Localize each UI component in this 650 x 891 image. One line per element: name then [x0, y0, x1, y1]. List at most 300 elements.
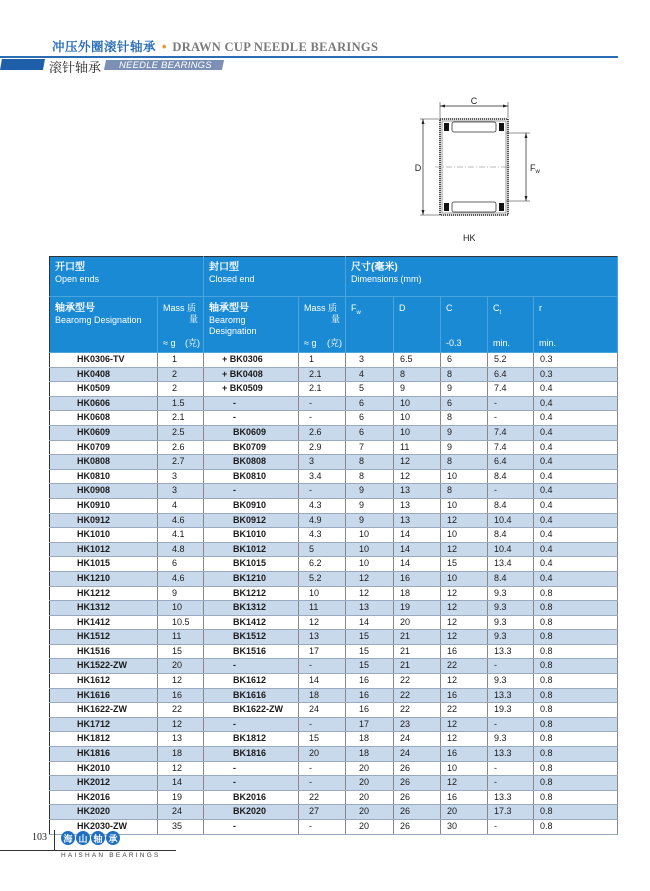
table-row: [50, 747, 618, 762]
c-cell: 16: [441, 747, 488, 762]
open-mass-cell: 15: [158, 644, 204, 659]
d-cell: 9: [394, 382, 441, 397]
fw-cell: 17: [346, 717, 394, 732]
closed-designation-cell: BK1210: [204, 571, 299, 586]
open-mass-cell: 2.5: [158, 425, 204, 440]
c-cell: 9: [441, 425, 488, 440]
ct-cell: -: [488, 484, 534, 499]
arrow-c-right: [503, 105, 508, 108]
ct-cell: 6.4: [488, 367, 534, 382]
fw-cell: 12: [346, 586, 394, 601]
closed-designation-cell: -: [204, 659, 299, 674]
table-row: [50, 790, 618, 805]
table-row: [50, 469, 618, 484]
ct-cell: 9.3: [488, 674, 534, 689]
page-title: [52, 37, 378, 55]
d-cell: 22: [394, 688, 441, 703]
open-designation-cell: HK0808: [50, 455, 158, 470]
group-open-ends: 开口型 Open ends: [50, 257, 204, 297]
r-cell: 0.4: [534, 498, 618, 513]
open-designation-cell: HK1412: [50, 615, 158, 630]
r-cell: 0.8: [534, 601, 618, 616]
open-designation-cell: HK0609: [50, 425, 158, 440]
fw-cell: 20: [346, 820, 394, 835]
fw-cell: 16: [346, 674, 394, 689]
open-designation-cell: HK0709: [50, 440, 158, 455]
closed-mass-cell: -: [299, 396, 346, 411]
closed-designation-cell: BK2020: [204, 805, 299, 820]
logo-char: 山: [76, 831, 90, 845]
col-r: r min.: [534, 297, 618, 353]
d-cell: 14: [394, 557, 441, 572]
fw-cell: 8: [346, 469, 394, 484]
r-cell: 0.4: [534, 455, 618, 470]
table-row: [50, 484, 618, 499]
d-cell: 24: [394, 747, 441, 762]
r-cell: 0.4: [534, 542, 618, 557]
closed-mass-cell: -: [299, 411, 346, 426]
title-en: DRAWN CUP NEEDLE BEARINGS: [172, 40, 379, 54]
closed-designation-cell: BK1812: [204, 732, 299, 747]
open-mass-cell: 3: [158, 484, 204, 499]
ct-cell: 13.3: [488, 747, 534, 762]
ct-cell: 9.3: [488, 586, 534, 601]
col-fw: $F_w$: [346, 297, 394, 353]
open-mass-cell: 4.6: [158, 571, 204, 586]
closed-mass-cell: -: [299, 761, 346, 776]
ct-cell: -: [488, 396, 534, 411]
section-title-cn: 滚针轴承: [49, 60, 102, 75]
d-cell: 26: [394, 820, 441, 835]
d-cell: 12: [394, 469, 441, 484]
ct-cell: 10.4: [488, 513, 534, 528]
open-mass-cell: 9: [158, 586, 204, 601]
r-cell: 0.8: [534, 688, 618, 703]
closed-mass-cell: 5.2: [299, 571, 346, 586]
fw-cell: 9: [346, 498, 394, 513]
open-designation-cell: HK0306-TV: [50, 353, 158, 368]
r-cell: 0.8: [534, 586, 618, 601]
closed-designation-cell: -: [204, 484, 299, 499]
open-mass-cell: 4: [158, 498, 204, 513]
fw-cell: 18: [346, 747, 394, 762]
brand-logo: [61, 831, 120, 845]
c-cell: 22: [441, 703, 488, 718]
ct-cell: 10.4: [488, 542, 534, 557]
title-cn: 冲压外圈滚针轴承: [52, 40, 157, 54]
open-designation-cell: HK1212: [50, 586, 158, 601]
ct-cell: 13.3: [488, 644, 534, 659]
closed-mass-cell: 5: [299, 542, 346, 557]
arrow-c-left: [440, 105, 445, 108]
closed-designation-cell: BK1512: [204, 630, 299, 645]
c-cell: 10: [441, 761, 488, 776]
r-cell: 0.8: [534, 761, 618, 776]
closed-mass-cell: 27: [299, 805, 346, 820]
open-mass-cell: 12: [158, 674, 204, 689]
r-cell: 0.8: [534, 805, 618, 820]
closed-mass-cell: 11: [299, 601, 346, 616]
d-cell: 8: [394, 367, 441, 382]
fw-cell: 7: [346, 440, 394, 455]
diagram-caption: HK: [463, 233, 476, 243]
closed-mass-cell: 2.6: [299, 425, 346, 440]
open-designation-cell: HK1312: [50, 601, 158, 616]
ct-cell: 19.3: [488, 703, 534, 718]
ct-cell: 7.4: [488, 382, 534, 397]
open-mass-cell: 12: [158, 761, 204, 776]
c-cell: 6: [441, 396, 488, 411]
r-cell: 0.8: [534, 717, 618, 732]
d-cell: 26: [394, 776, 441, 791]
open-mass-cell: 4.8: [158, 542, 204, 557]
c-cell: 30: [441, 820, 488, 835]
table-row: [50, 761, 618, 776]
c-cell: 12: [441, 732, 488, 747]
open-designation-cell: HK1015: [50, 557, 158, 572]
col-closed-designation: 轴承型号 Bearomg Designation: [204, 297, 299, 353]
open-mass-cell: 22: [158, 703, 204, 718]
label-d: D: [414, 163, 422, 173]
table-row: [50, 820, 618, 835]
d-cell: 6.5: [394, 353, 441, 368]
r-cell: 0.4: [534, 382, 618, 397]
ct-cell: 8.4: [488, 498, 534, 513]
c-cell: 12: [441, 717, 488, 732]
ct-cell: -: [488, 411, 534, 426]
fw-cell: 15: [346, 659, 394, 674]
table-row: [50, 425, 618, 440]
col-c: C -0.3: [441, 297, 488, 353]
closed-mass-cell: 10: [299, 586, 346, 601]
open-mass-cell: 2: [158, 367, 204, 382]
open-mass-cell: 11: [158, 630, 204, 645]
r-cell: 0.4: [534, 411, 618, 426]
footer-divider: [54, 830, 55, 850]
open-mass-cell: 2.1: [158, 411, 204, 426]
ct-cell: 9.3: [488, 732, 534, 747]
table-row: [50, 805, 618, 820]
closed-designation-cell: BK1015: [204, 557, 299, 572]
ct-cell: -: [488, 776, 534, 791]
c-cell: 12: [441, 615, 488, 630]
open-designation-cell: HK0912: [50, 513, 158, 528]
table-row: [50, 571, 618, 586]
open-mass-cell: 3: [158, 469, 204, 484]
table-row: [50, 586, 618, 601]
closed-mass-cell: 3.4: [299, 469, 346, 484]
table-row: [50, 542, 618, 557]
fw-cell: 13: [346, 601, 394, 616]
d-cell: 20: [394, 615, 441, 630]
page-number: 103: [32, 832, 47, 843]
d-cell: 19: [394, 601, 441, 616]
open-mass-cell: 35: [158, 820, 204, 835]
open-mass-cell: 24: [158, 805, 204, 820]
fw-cell: 15: [346, 644, 394, 659]
fw-cell: 6: [346, 411, 394, 426]
table-row: [50, 688, 618, 703]
r-cell: 0.8: [534, 732, 618, 747]
open-designation-cell: HK2016: [50, 790, 158, 805]
r-cell: 0.8: [534, 703, 618, 718]
d-cell: 21: [394, 659, 441, 674]
closed-designation-cell: -: [204, 717, 299, 732]
closed-designation-cell: BK2016: [204, 790, 299, 805]
r-cell: 0.8: [534, 790, 618, 805]
r-cell: 0.8: [534, 674, 618, 689]
c-cell: 20: [441, 805, 488, 820]
closed-mass-cell: 2.1: [299, 382, 346, 397]
open-mass-cell: 10.5: [158, 615, 204, 630]
table-row: [50, 455, 618, 470]
r-cell: 0.8: [534, 615, 618, 630]
c-cell: 15: [441, 557, 488, 572]
ct-cell: 7.4: [488, 425, 534, 440]
table-row: [50, 528, 618, 543]
closed-designation-cell: BK1612: [204, 674, 299, 689]
closed-designation-cell: -: [204, 761, 299, 776]
open-mass-cell: 14: [158, 776, 204, 791]
r-cell: 0.4: [534, 557, 618, 572]
label-fw: $F_w$: [530, 163, 540, 175]
closed-designation-cell: BK1212: [204, 586, 299, 601]
ct-cell: 13.3: [488, 790, 534, 805]
open-designation-cell: HK2020: [50, 805, 158, 820]
fw-cell: 15: [346, 630, 394, 645]
c-cell: 10: [441, 498, 488, 513]
col-open-designation: 轴承型号 Bearomg Designation: [50, 297, 158, 353]
ct-cell: -: [488, 717, 534, 732]
r-cell: 0.8: [534, 820, 618, 835]
c-cell: 8: [441, 367, 488, 382]
c-cell: 22: [441, 659, 488, 674]
c-cell: 16: [441, 688, 488, 703]
r-cell: 0.3: [534, 367, 618, 382]
fw-cell: 9: [346, 484, 394, 499]
open-mass-cell: 18: [158, 747, 204, 762]
ct-cell: 6.4: [488, 455, 534, 470]
table-row: [50, 557, 618, 572]
open-designation-cell: HK0608: [50, 411, 158, 426]
table-row: [50, 498, 618, 513]
col-open-mass: Mass 质 量 ≈ g (克): [158, 297, 204, 353]
ct-cell: 13.4: [488, 557, 534, 572]
d-cell: 11: [394, 440, 441, 455]
c-cell: 16: [441, 790, 488, 805]
closed-mass-cell: -: [299, 717, 346, 732]
fw-cell: 20: [346, 776, 394, 791]
closed-mass-cell: 18: [299, 688, 346, 703]
ct-cell: 13.3: [488, 688, 534, 703]
bearing-spec-table: [49, 256, 618, 835]
open-designation-cell: HK1622-ZW: [50, 703, 158, 718]
d-cell: 23: [394, 717, 441, 732]
closed-designation-cell: + BK0509: [204, 382, 299, 397]
col-closed-mass: Mass 质 量 ≈ g (克): [299, 297, 346, 353]
ct-cell: 8.4: [488, 469, 534, 484]
section-bar: [0, 59, 45, 70]
group-header-row: [50, 257, 618, 297]
closed-designation-cell: BK1312: [204, 601, 299, 616]
open-designation-cell: HK1712: [50, 717, 158, 732]
closed-designation-cell: BK0808: [204, 455, 299, 470]
fw-cell: 9: [346, 513, 394, 528]
r-cell: 0.8: [534, 659, 618, 674]
open-designation-cell: HK0810: [50, 469, 158, 484]
open-designation-cell: HK1616: [50, 688, 158, 703]
fw-cell: 16: [346, 703, 394, 718]
c-cell: 6: [441, 353, 488, 368]
open-designation-cell: HK1522-ZW: [50, 659, 158, 674]
fw-cell: 10: [346, 542, 394, 557]
closed-mass-cell: -: [299, 776, 346, 791]
ct-cell: 9.3: [488, 615, 534, 630]
d-cell: 22: [394, 674, 441, 689]
open-designation-cell: HK0606: [50, 396, 158, 411]
open-designation-cell: HK1012: [50, 542, 158, 557]
label-c: C: [470, 96, 478, 106]
ct-cell: 5.2: [488, 353, 534, 368]
closed-designation-cell: + BK0306: [204, 353, 299, 368]
d-cell: 10: [394, 411, 441, 426]
table-row: [50, 644, 618, 659]
closed-mass-cell: 6.2: [299, 557, 346, 572]
table-row: [50, 674, 618, 689]
d-cell: 26: [394, 790, 441, 805]
closed-designation-cell: BK1816: [204, 747, 299, 762]
d-cell: 10: [394, 425, 441, 440]
d-cell: 21: [394, 630, 441, 645]
bearing-diagram: [380, 85, 560, 235]
closed-designation-cell: BK1010: [204, 528, 299, 543]
fw-cell: 16: [346, 688, 394, 703]
closed-mass-cell: 3: [299, 455, 346, 470]
logo-char: 承: [106, 831, 120, 845]
closed-mass-cell: 22: [299, 790, 346, 805]
r-cell: 0.4: [534, 396, 618, 411]
d-cell: 14: [394, 542, 441, 557]
d-cell: 13: [394, 498, 441, 513]
open-designation-cell: HK1516: [50, 644, 158, 659]
closed-designation-cell: -: [204, 396, 299, 411]
open-mass-cell: 4.6: [158, 513, 204, 528]
c-cell: 12: [441, 630, 488, 645]
group-dimensions: 尺寸(毫米) Dimensions (mm): [346, 257, 618, 297]
c-cell: 9: [441, 382, 488, 397]
fw-cell: 20: [346, 805, 394, 820]
open-mass-cell: 13: [158, 732, 204, 747]
closed-mass-cell: 14: [299, 674, 346, 689]
open-mass-cell: 2.6: [158, 440, 204, 455]
c-cell: 10: [441, 469, 488, 484]
open-designation-cell: HK0509: [50, 382, 158, 397]
r-cell: 0.4: [534, 440, 618, 455]
table-row: [50, 776, 618, 791]
section-title-en: NEEDLE BEARINGS: [119, 59, 212, 71]
closed-designation-cell: BK0709: [204, 440, 299, 455]
c-cell: 9: [441, 440, 488, 455]
fw-cell: 18: [346, 732, 394, 747]
r-cell: 0.8: [534, 776, 618, 791]
open-designation-cell: HK2012: [50, 776, 158, 791]
table-row: [50, 630, 618, 645]
closed-mass-cell: 2.9: [299, 440, 346, 455]
ct-cell: -: [488, 761, 534, 776]
fw-cell: 10: [346, 528, 394, 543]
fw-cell: 12: [346, 571, 394, 586]
c-cell: 8: [441, 455, 488, 470]
closed-mass-cell: 24: [299, 703, 346, 718]
d-cell: 24: [394, 732, 441, 747]
closed-mass-cell: 15: [299, 732, 346, 747]
closed-designation-cell: BK0912: [204, 513, 299, 528]
c-cell: 10: [441, 571, 488, 586]
d-cell: 18: [394, 586, 441, 601]
open-designation-cell: HK0908: [50, 484, 158, 499]
fw-cell: 10: [346, 557, 394, 572]
closed-designation-cell: -: [204, 776, 299, 791]
r-cell: 0.4: [534, 528, 618, 543]
fw-cell: 4: [346, 367, 394, 382]
ct-cell: -: [488, 659, 534, 674]
r-cell: 0.4: [534, 425, 618, 440]
open-designation-cell: HK1612: [50, 674, 158, 689]
closed-designation-cell: BK1412: [204, 615, 299, 630]
r-cell: 0.8: [534, 644, 618, 659]
open-mass-cell: 1: [158, 353, 204, 368]
closed-mass-cell: -: [299, 484, 346, 499]
col-ct: $C_t$ min.: [488, 297, 534, 353]
ct-cell: 8.4: [488, 528, 534, 543]
closed-mass-cell: -: [299, 659, 346, 674]
table-row: [50, 703, 618, 718]
closed-mass-cell: 13: [299, 630, 346, 645]
c-cell: 12: [441, 513, 488, 528]
table-row: [50, 396, 618, 411]
brand-name: HAISHAN BEARINGS: [61, 852, 161, 859]
closed-mass-cell: 17: [299, 644, 346, 659]
closed-designation-cell: BK1516: [204, 644, 299, 659]
fw-cell: 20: [346, 790, 394, 805]
r-cell: 0.4: [534, 469, 618, 484]
closed-designation-cell: + BK0408: [204, 367, 299, 382]
table-row: [50, 601, 618, 616]
closed-mass-cell: 2.1: [299, 367, 346, 382]
closed-mass-cell: 4.3: [299, 528, 346, 543]
open-designation-cell: HK1812: [50, 732, 158, 747]
open-mass-cell: 6: [158, 557, 204, 572]
table-row: [50, 513, 618, 528]
d-cell: 16: [394, 571, 441, 586]
ct-cell: -: [488, 820, 534, 835]
table-row: [50, 732, 618, 747]
closed-designation-cell: BK1616: [204, 688, 299, 703]
group-closed-end: 封口型 Closed end: [204, 257, 346, 297]
d-cell: 26: [394, 761, 441, 776]
c-cell: 12: [441, 542, 488, 557]
table-row: [50, 440, 618, 455]
closed-mass-cell: 4.9: [299, 513, 346, 528]
open-mass-cell: 1.5: [158, 396, 204, 411]
ct-cell: 7.4: [488, 440, 534, 455]
open-designation-cell: HK1512: [50, 630, 158, 645]
logo-char: 海: [61, 831, 75, 845]
ct-cell: 17.3: [488, 805, 534, 820]
closed-designation-cell: BK0609: [204, 425, 299, 440]
c-cell: 12: [441, 674, 488, 689]
d-cell: 10: [394, 396, 441, 411]
